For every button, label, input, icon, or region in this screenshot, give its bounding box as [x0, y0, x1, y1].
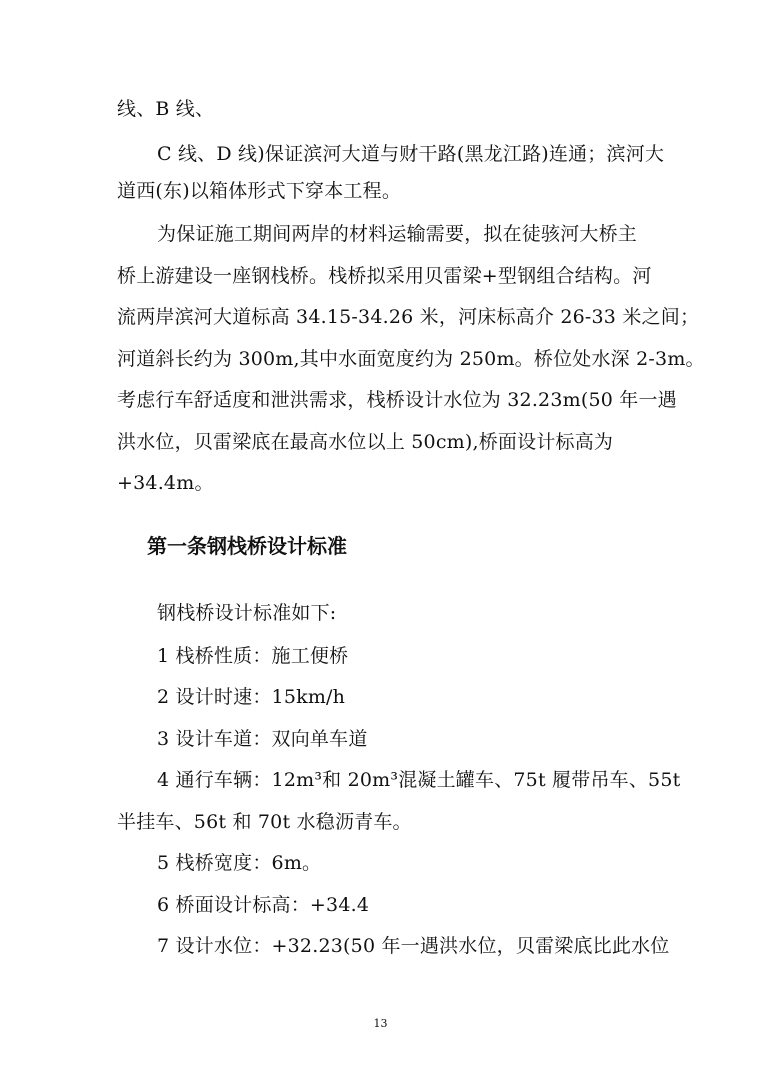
- intro-line-2: C 线、D 线)保证滨河大道与财干路(黑龙江路)连通；滨河大: [157, 143, 665, 165]
- standard-item-1: 1 栈桥性质：施工便桥: [157, 645, 349, 667]
- paragraph-line-4: 河道斜长约为 300m,其中水面宽度约为 250m。桥位处水深 2-3m。: [117, 348, 705, 370]
- standards-intro: 钢栈桥设计标准如下:: [157, 602, 337, 624]
- intro-line-3: 道西(东)以箱体形式下穿本工程。: [117, 180, 402, 202]
- paragraph-line-5: 考虑行车舒适度和泄洪需求，栈桥设计水位为 32.23m(50 年一遇: [117, 389, 677, 411]
- paragraph-line-3: 流两岸滨河大道标高 34.15-34.26 米，河床标高介 26-33 米之间；: [117, 306, 700, 328]
- paragraph-line-1: 为保证施工期间两岸的材料运输需要，拟在徒骇河大桥主: [157, 223, 638, 245]
- paragraph-line-2: 桥上游建设一座钢栈桥。栈桥拟采用贝雷梁+型钢组合结构。河: [117, 265, 652, 287]
- standard-item-4: 4 通行车辆：12m³和 20m³混凝土罐车、75t 履带吊车、55t: [157, 769, 681, 791]
- standard-item-4-continued: 半挂车、56t 和 70t 水稳沥青车。: [117, 811, 412, 833]
- paragraph-line-7: +34.4m。: [117, 472, 214, 494]
- paragraph-line-6: 洪水位，贝雷梁底在最高水位以上 50cm),桥面设计标高为: [117, 431, 614, 453]
- standard-item-5: 5 栈桥宽度：6m。: [157, 852, 322, 874]
- standard-item-7: 7 设计水位：+32.23(50 年一遇洪水位，贝雷梁底比此水位: [157, 935, 670, 957]
- intro-line-1: 线、B 线、: [117, 98, 215, 120]
- standard-item-2: 2 设计时速：15km/h: [157, 686, 346, 708]
- page-number: 13: [373, 1017, 388, 1030]
- standard-item-3: 3 设计车道：双向单车道: [157, 728, 368, 750]
- standard-item-6: 6 桥面设计标高：+34.4: [157, 894, 370, 916]
- section-heading: 第一条钢栈桥设计标准: [147, 534, 347, 558]
